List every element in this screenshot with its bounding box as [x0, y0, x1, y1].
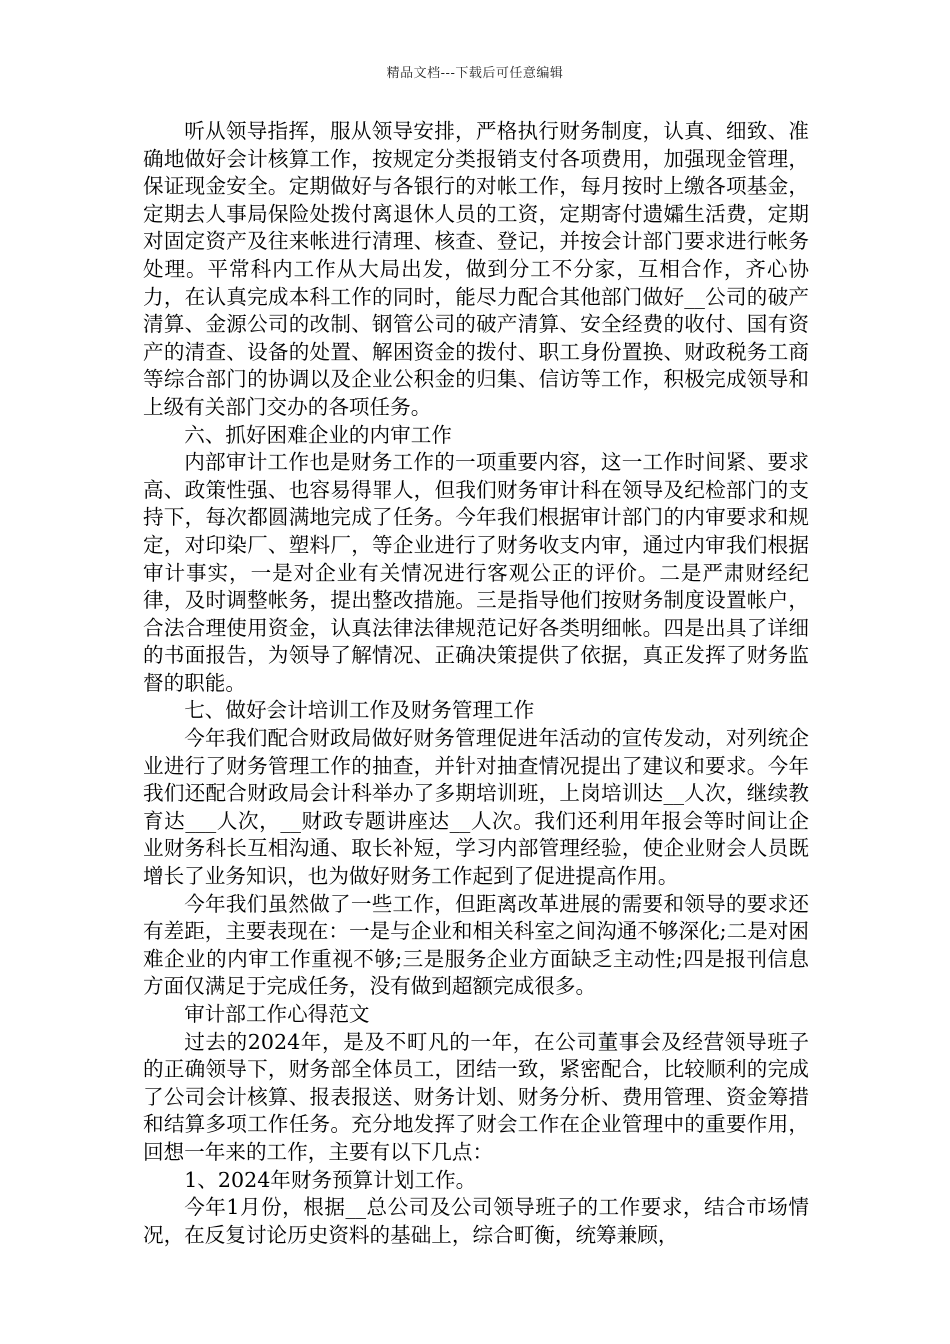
paragraph: 内部审计工作也是财务工作的一项重要内容，这一工作时间紧、要求高、政策性强、也容易得罪人，但我们财务审计科在领导及纪检部门的支持下，每次都圆满地完成了任务。今年我们根据审计部门的内审要求和规定，对印染厂、塑料厂，等企业进行了财务收支内审，通过内审我们根据审计事实，一是对企业有关情况进行客观公正的评价。二是严肃财经纪律，及时调整帐务，提出整改措施。三是指导他们按财务制度设置帐户，合法合理使用资金，认真法律法律规范记好各类明细帐。四是出具了详细的书面报告，为领导了解情况、正确决策提供了依据，真正发挥了财务监督的职能。: [143, 450, 809, 695]
section-heading: 七、做好会计培训工作及财务管理工作: [184, 698, 535, 723]
page-header: 精品文档---下载后可任意编辑: [386, 66, 564, 81]
paragraph: 今年1月份，根据__总公司及公司领导班子的工作要求，结合市场情况，在反复讨论历史资料的基础上，综合町衡，统筹兼顾，: [143, 1195, 809, 1247]
section-heading: 六、抓好困难企业的内审工作: [184, 422, 452, 447]
paragraph: 今年我们配合财政局做好财务管理促进年活动的宣传发动，对列统企业进行了财务管理工作的抽查，并针对抽查情况提出了建议和要求。今年我们还配合财政局会计科举办了多期培训班，上岗培训达__人次，继续教育达___人次，__财政专题讲座达__人次。我们还利用年报会等时间让企业财务科长互相沟通、取长补短，学习内部管理经验，使企业财会人员既增长了业务知识，也为做好财务工作起到了促进提高作用。: [143, 726, 809, 889]
paragraph: 听从领导指挥，服从领导安排，严格执行财务制度，认真、细致、准确地做好会计核算工作，按规定分类报销支付各项费用，加强现金管理，保证现金安全。定期做好与各银行的对帐工作，每月按时上缴各项基金，定期去人事局保险处拨付离退休人员的工资，定期寄付遗孀生活费，定期对固定资产及往来帐进行清理、核查、登记，并按会计部门要求进行帐务处理。平常科内工作从大局出发，做到分工不分家，互相合作，齐心协力，在认真完成本科工作的同时，能尽力配合其他部门做好__公司的破产清算、金源公司的改制、钢管公司的破产清算、安全经费的收付、国有资产的清查、设备的处置、解困资金的拨付、职工身份置换、财政税务工商等综合部门的协调以及企业公积金的归集、信访等工作，积极完成领导和上级有关部门交办的各项任务。: [143, 119, 809, 419]
section-heading: 1、2024年财务预算计划工作。: [184, 1167, 477, 1192]
section-heading: 审计部工作心得范文: [184, 1002, 370, 1026]
paragraph: 今年我们虽然做了一些工作，但距离改革进展的需要和领导的要求还有差距，主要表现在：一是与企业和相关科室之间沟通不够深化;二是对困难企业的内审工作重视不够;三是服务企业方面缺乏主动性;四是报刊信息方面仅满足于完成任务，没有做到超额完成很多。: [143, 891, 809, 999]
paragraph: 过去的2024年，是及不町凡的一年，在公司董事会及经营领导班子的正确领导下，财务部全体员工，团结一致，紧密配合，比较顺利的完成了公司会计核算、报表报送、财务计划、财务分析、费用管理、资金筹措和结算多项工作任务。充分地发挥了财会工作在企业管理中的重要作用，回想一年来的工作，主要有以下几点：: [143, 1029, 809, 1164]
document-body: [143, 118, 809, 1249]
